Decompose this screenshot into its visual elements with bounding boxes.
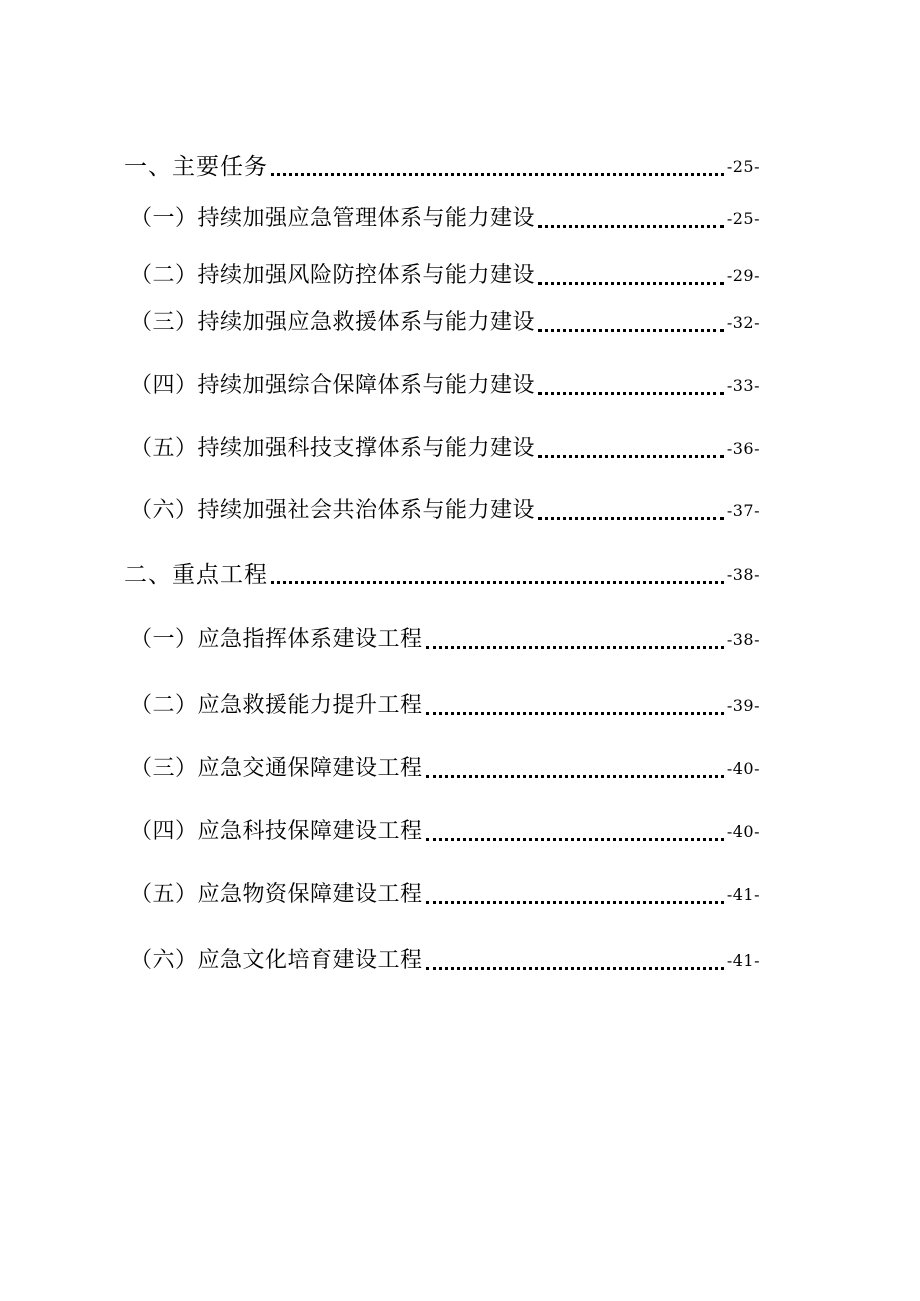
toc-entry-title: （五）应急物资保障建设工程 <box>130 882 423 907</box>
toc-page-number: -39- <box>726 696 760 715</box>
toc-page-number: -38- <box>726 630 760 649</box>
dot-leader <box>271 173 724 176</box>
toc-page-number: -29- <box>726 266 760 285</box>
toc-entry-1-1[interactable] <box>130 200 760 234</box>
toc-entry-key-projects[interactable] <box>124 556 760 590</box>
toc-page-number: -38- <box>726 565 760 584</box>
toc-page-number: -41- <box>726 951 760 970</box>
toc-entry-title: 一、主要任务 <box>124 154 268 180</box>
toc-entry-1-2[interactable] <box>130 257 760 291</box>
toc-page-number: -40- <box>726 822 760 841</box>
toc-entry-2-4[interactable] <box>130 813 760 847</box>
toc-page-number: -33- <box>726 376 760 395</box>
toc-entry-title: （四）持续加强综合保障体系与能力建设 <box>130 373 536 398</box>
dot-leader <box>426 967 724 970</box>
dot-leader <box>538 392 724 395</box>
toc-entry-2-3[interactable] <box>130 750 760 784</box>
toc-entry-1-5[interactable] <box>130 430 760 464</box>
dot-leader <box>426 775 724 778</box>
toc-entry-title: （五）持续加强科技支撑体系与能力建设 <box>130 436 536 461</box>
toc-entry-title: （一）持续加强应急管理体系与能力建设 <box>130 206 536 231</box>
dot-leader <box>538 225 724 228</box>
toc-page-number: -25- <box>726 157 760 176</box>
toc-entry-title: 二、重点工程 <box>124 562 268 588</box>
toc-entry-title: （六）持续加强社会共治体系与能力建设 <box>130 498 536 523</box>
dot-leader <box>426 646 724 649</box>
toc-entry-title: （三）应急交通保障建设工程 <box>130 756 423 781</box>
toc-entry-title: （三）持续加强应急救援体系与能力建设 <box>130 310 536 335</box>
dot-leader <box>538 329 724 332</box>
toc-entry-title: （一）应急指挥体系建设工程 <box>130 627 423 652</box>
toc-entry-1-3[interactable] <box>130 304 760 338</box>
toc-page-number: -41- <box>726 885 760 904</box>
dot-leader <box>426 712 724 715</box>
toc-page-number: -32- <box>726 313 760 332</box>
toc-entry-2-1[interactable] <box>130 621 760 655</box>
dot-leader <box>426 901 724 904</box>
toc-entry-title: （六）应急文化培育建设工程 <box>130 948 423 973</box>
toc-entry-main-tasks[interactable] <box>124 148 760 182</box>
toc-entry-2-5[interactable] <box>130 876 760 910</box>
toc-entry-title: （二）应急救援能力提升工程 <box>130 693 423 718</box>
dot-leader <box>426 838 724 841</box>
toc-entry-1-4[interactable] <box>130 367 760 401</box>
toc-entry-title: （二）持续加强风险防控体系与能力建设 <box>130 263 536 288</box>
dot-leader <box>538 282 724 285</box>
toc-entry-1-6[interactable] <box>130 492 760 526</box>
dot-leader <box>538 455 724 458</box>
toc-entry-title: （四）应急科技保障建设工程 <box>130 819 423 844</box>
toc-page-number: -40- <box>726 759 760 778</box>
toc-page-number: -36- <box>726 439 760 458</box>
toc-entry-2-6[interactable] <box>130 942 760 976</box>
dot-leader <box>271 581 724 584</box>
toc-page-number: -25- <box>726 209 760 228</box>
toc-entry-2-2[interactable] <box>130 687 760 721</box>
dot-leader <box>538 517 724 520</box>
toc-page-number: -37- <box>726 501 760 520</box>
